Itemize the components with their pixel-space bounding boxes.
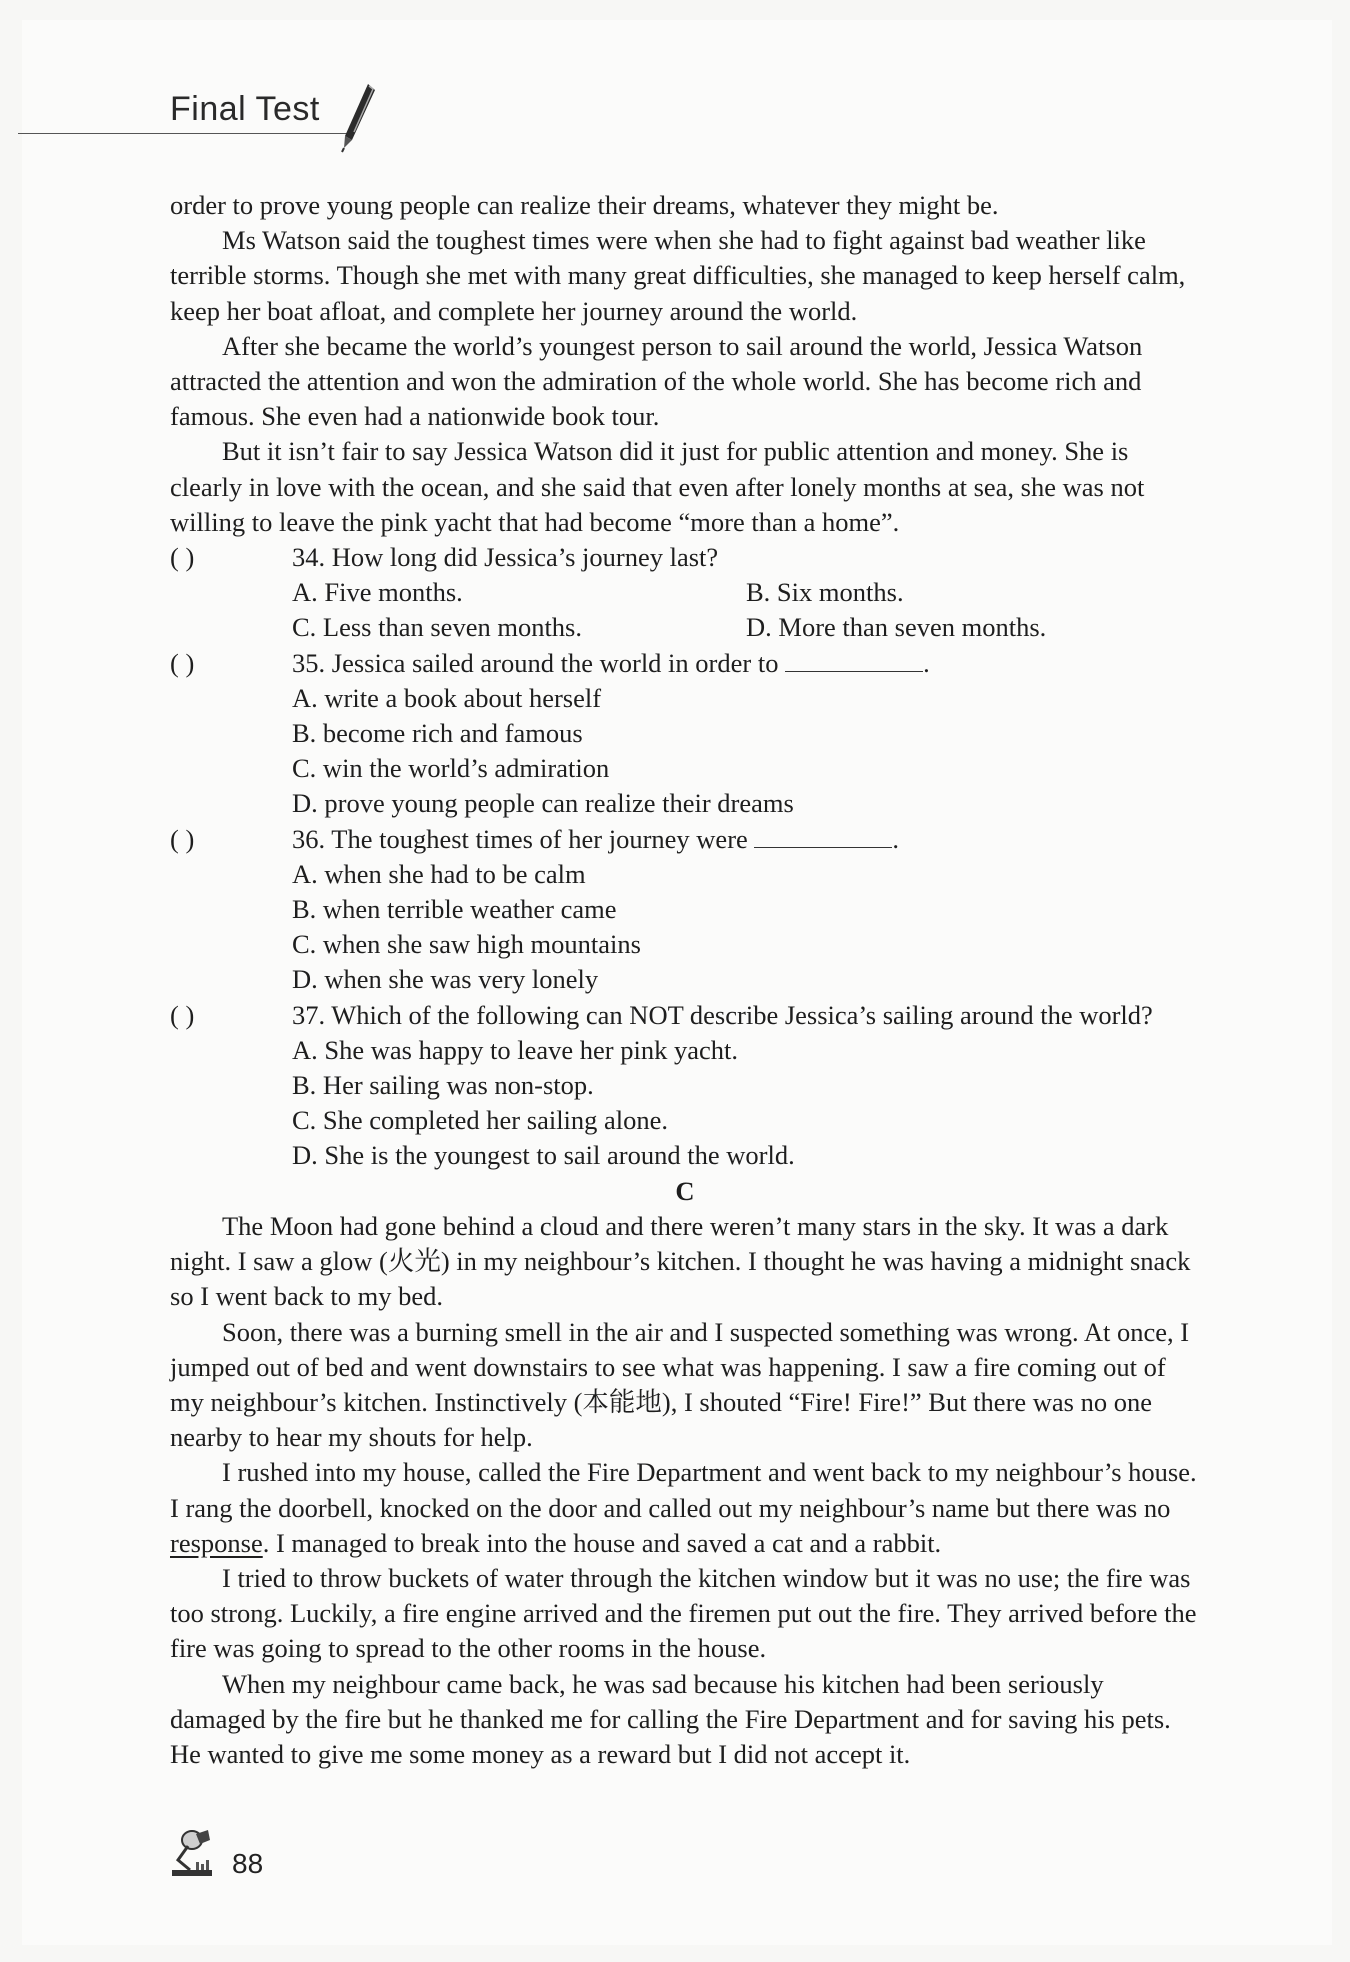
paragraph-text: . I managed to break into the house and saved a cat and a rabbit.: [262, 1527, 942, 1558]
question-stem: 35. Jessica sailed around the world in order to: [292, 647, 779, 678]
option-c[interactable]: C. Less than seven months.: [292, 612, 582, 643]
passage-paragraph: When my neighbour came back, he was sad because his kitchen had been seriously damaged by the fire but he thanked me for calling the Fire Department and for saving his pets. He wanted to give me some money as a reward but I did not accept it.: [170, 1668, 1171, 1769]
question-end: .: [923, 647, 930, 678]
question-stem: 34. How long did Jessica’s journey last?: [292, 542, 719, 573]
answer-bracket[interactable]: ( ): [170, 542, 195, 573]
option-row: [170, 610, 1200, 645]
passage-paragraph: Soon, there was a burning smell in the air and I suspected something was wrong. At once, I jumped out of bed and went downstairs to see what was happening. I saw a fire coming out of my neighbour’s kitchen. Instinctively (本能地), I shouted “Fire! Fire!” But there was no one nearby to hear my shouts for help.: [170, 1316, 1190, 1453]
question-end: .: [892, 823, 900, 854]
question-stem: 37. Which of the following can NOT describe Jessica’s sailing around the world?: [292, 999, 1153, 1030]
passage-paragraph: I tried to throw buckets of water through the kitchen window but it was no use; the fire was too strong. Luckily, a fire engine arrived and the firemen put out the fire. They arrived before the fire was going to spread to the other rooms in the house.: [170, 1562, 1197, 1664]
passage-paragraph: Ms Watson said the toughest times were when she had to fight against bad weather like terrible storms. Though she met with many great difficulties, she managed to keep herself calm, keep her boat afloat, and complete her journey around the world.: [170, 225, 1186, 326]
option-d[interactable]: D. More than seven months.: [746, 612, 1047, 643]
option-c[interactable]: C. win the world’s admiration: [292, 753, 610, 784]
option-a[interactable]: A. She was happy to leave her pink yacht.: [292, 1034, 738, 1065]
option-d[interactable]: D. prove young people can realize their dreams: [292, 788, 794, 819]
option-b[interactable]: B. become rich and famous: [292, 718, 583, 749]
passage-paragraph: After she became the world’s youngest person to sail around the world, Jessica Watson attracted the attention and won the admiration of the whole world. She has become rich and famous. She even had a nationwide book tour.: [170, 330, 1143, 432]
page-content: [170, 188, 1200, 1772]
option-d[interactable]: D. when she was very lonely: [292, 964, 599, 995]
answer-bracket[interactable]: ( ): [170, 999, 195, 1030]
question-35: [170, 646, 1200, 681]
option-c[interactable]: C. when she saw high mountains: [292, 929, 641, 960]
section-heading: C: [675, 1175, 695, 1206]
answer-bracket[interactable]: ( ): [170, 647, 195, 678]
question-36: [170, 822, 1200, 857]
option-a[interactable]: A. when she had to be calm: [292, 858, 586, 889]
option-row: [170, 575, 1200, 610]
question-37: [170, 998, 1200, 1033]
option-a[interactable]: A. write a book about herself: [292, 682, 602, 713]
option-b[interactable]: B. Six months.: [746, 577, 904, 608]
underlined-word: response: [170, 1527, 263, 1558]
passage-paragraph: But it isn’t fair to say Jessica Watson did it just for public attention and money. She is clearly in love with the ocean, and she said that even after lonely months at sea, she was not willing to leave the pink yacht that had become “more than a home”.: [170, 436, 1145, 537]
option-a[interactable]: A. Five months.: [292, 577, 463, 608]
question-stem: 36. The toughest times of her journey were: [292, 823, 748, 854]
answer-blank[interactable]: [754, 825, 892, 848]
option-b[interactable]: B. when terrible weather came: [292, 894, 617, 925]
answer-blank[interactable]: [785, 649, 923, 672]
option-d[interactable]: D. She is the youngest to sail around the world.: [292, 1140, 795, 1171]
answer-bracket[interactable]: ( ): [170, 823, 195, 854]
option-b[interactable]: B. Her sailing was non-stop.: [292, 1070, 594, 1101]
pen-icon: [338, 82, 378, 154]
passage-paragraph: order to prove young people can realize their dreams, whatever they might be.: [170, 190, 999, 220]
passage-paragraph: The Moon had gone behind a cloud and there weren’t many stars in the sky. It was a dark night. I saw a glow (火光) in my neighbour’s kitchen. I thought he was having a midnight snack so I went back to my bed.: [170, 1210, 1191, 1312]
option-c[interactable]: C. She completed her sailing alone.: [292, 1105, 669, 1136]
header-title: Final Test: [170, 90, 320, 128]
paragraph-text: I rushed into my house, called the Fire Department and went back to my neighbour’s house. I rang the doorbell, knocked on the door and called out my neighbour’s name but there was no: [170, 1457, 1197, 1523]
desk-lamp-icon: [168, 1826, 224, 1880]
page-number: 88: [232, 1848, 264, 1879]
question-34: [170, 540, 1200, 575]
header-rule: [18, 133, 348, 134]
passage-paragraph: [170, 1455, 1200, 1561]
page-header: [0, 0, 1350, 160]
